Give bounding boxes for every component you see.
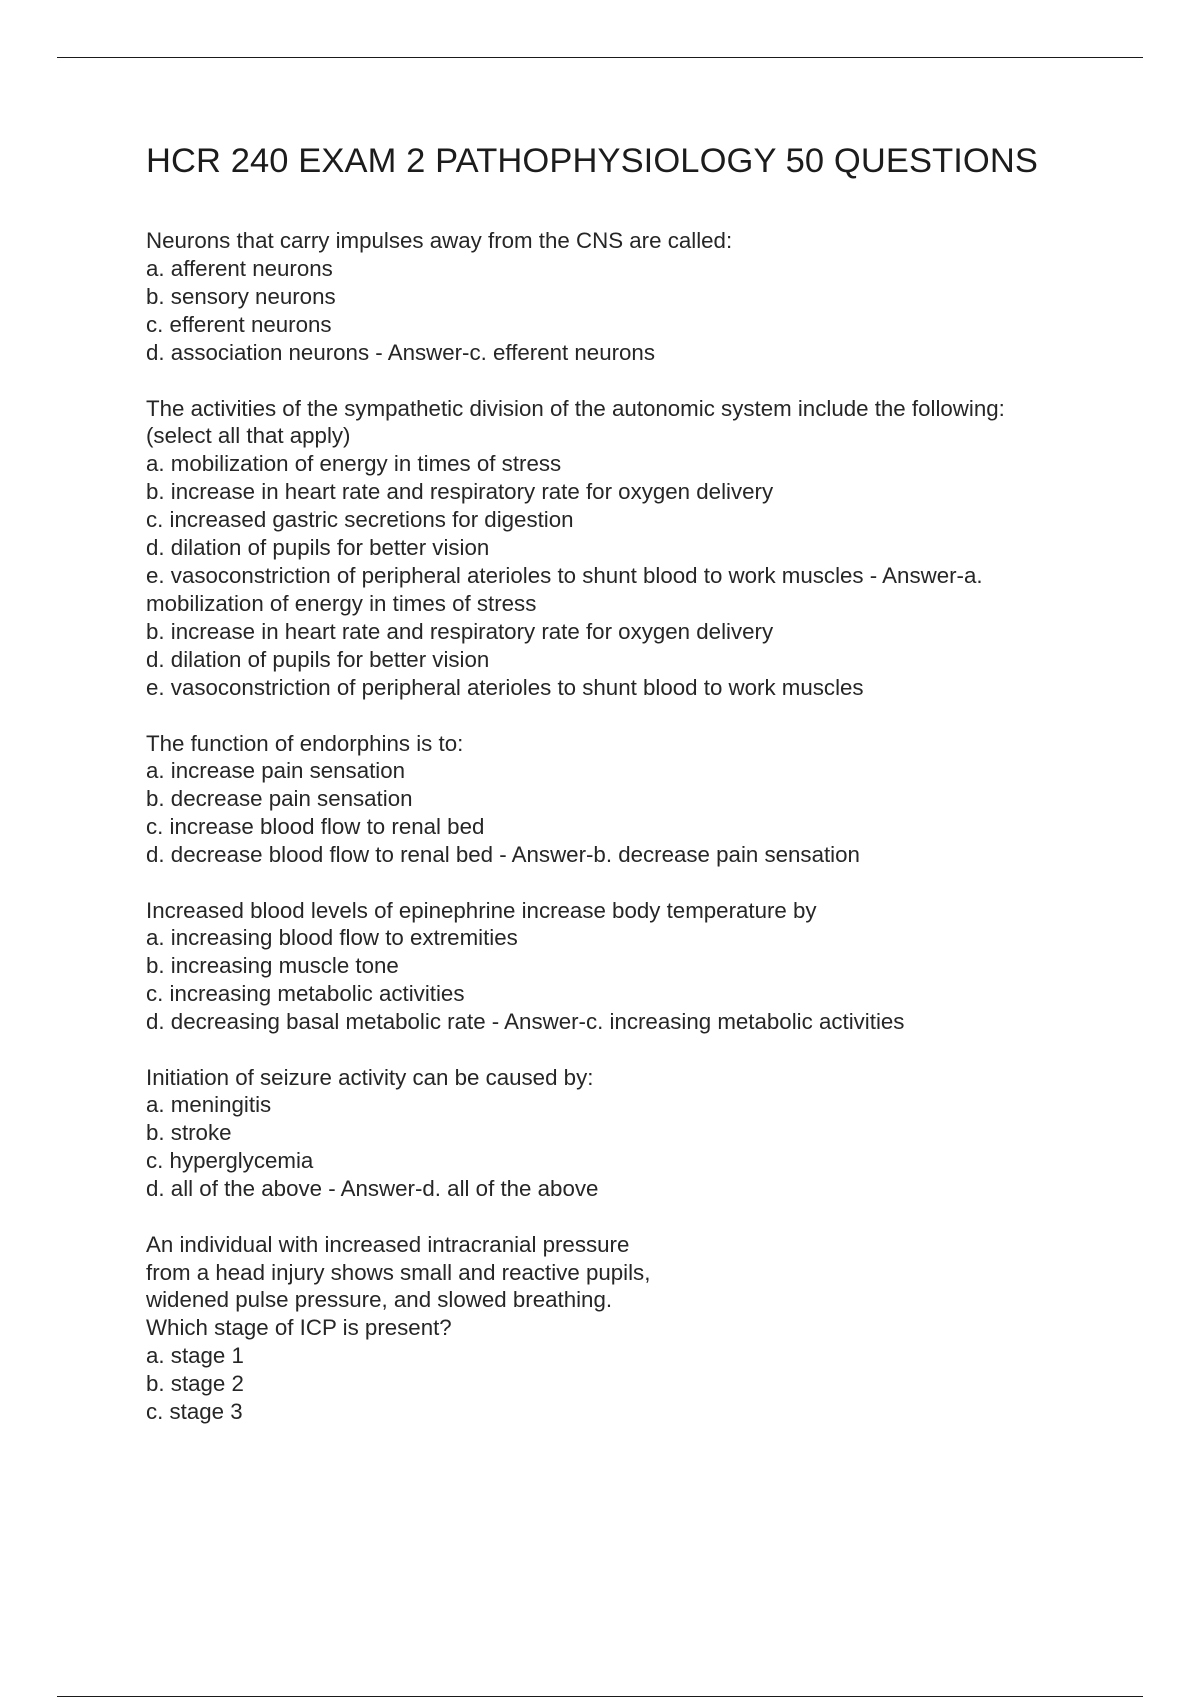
question-3-option-b: b. decrease pain sensation [146,786,413,812]
question-3 [146,730,1106,870]
question-4 [146,897,1106,1037]
question-2-answer-line: e. vasoconstriction of peripheral aterioles to shunt blood to work muscles [146,674,864,700]
question-spacer [146,702,1106,730]
question-6-stem: widened pulse pressure, and slowed breathing. [146,1287,613,1313]
question-6-stem: from a head injury shows small and reactive pupils, [146,1259,651,1285]
question-1-option-c: c. efferent neurons [146,311,332,337]
question-1-option-a: a. afferent neurons [146,255,333,281]
question-5-option-a: a. meningitis [146,1092,272,1118]
question-spacer [146,869,1106,897]
question-6 [146,1231,1106,1426]
question-1-option-b: b. sensory neurons [146,283,336,309]
question-5 [146,1064,1106,1204]
question-5-option-b: b. stroke [146,1120,232,1146]
question-spacer [146,1203,1106,1231]
question-2-option-d: d. dilation of pupils for better vision [146,535,490,561]
question-6-option-c: c. stage 3 [146,1399,243,1425]
question-6-stem: An individual with increased intracranial pressure [146,1231,630,1257]
question-2-option-c: c. increased gastric secretions for digestion [146,507,574,533]
question-4-stem: Increased blood levels of epinephrine increase body temperature by [146,897,817,923]
question-2-stem: The activities of the sympathetic division of the autonomic system include the following: [146,395,1005,421]
question-6-option-a: a. stage 1 [146,1343,244,1369]
question-5-stem: Initiation of seizure activity can be caused by: [146,1064,594,1090]
footer-rule [57,1696,1143,1697]
question-2-option-e-answer: e. vasoconstriction of peripheral aterioles to shunt blood to work muscles - Answer-a. [146,562,983,588]
question-1-stem: Neurons that carry impulses away from the CNS are called: [146,228,733,253]
question-6-stem: Which stage of ICP is present? [146,1315,452,1341]
question-2-answer-line: d. dilation of pupils for better vision [146,646,490,672]
question-3-option-a: a. increase pain sensation [146,758,406,784]
question-1-option-d-answer: d. association neurons - Answer-c. efferent neurons [146,339,655,365]
question-2-answer-line: mobilization of energy in times of stress [146,590,537,616]
question-5-option-d-answer: d. all of the above - Answer-d. all of the above [146,1176,599,1202]
question-3-stem: The function of endorphins is to: [146,730,464,756]
question-6-option-b: b. stage 2 [146,1371,244,1397]
question-2-stem-note: (select all that apply) [146,423,351,449]
question-1 [146,227,1106,367]
question-4-option-d-answer: d. decreasing basal metabolic rate - Answer-c. increasing metabolic activities [146,1009,905,1035]
question-4-option-c: c. increasing metabolic activities [146,981,465,1007]
question-2-answer-line: b. increase in heart rate and respiratory rate for oxygen delivery [146,618,774,644]
question-2 [146,395,1106,702]
document-title: HCR 240 EXAM 2 PATHOPHYSIOLOGY 50 QUESTIONS [146,142,1038,180]
question-2-option-b: b. increase in heart rate and respiratory rate for oxygen delivery [146,479,774,505]
question-2-option-a: a. mobilization of energy in times of stress [146,451,562,477]
question-3-option-c: c. increase blood flow to renal bed [146,814,485,840]
question-5-option-c: c. hyperglycemia [146,1148,314,1174]
question-4-option-b: b. increasing muscle tone [146,953,399,979]
question-spacer [146,367,1106,395]
question-3-option-d-answer: d. decrease blood flow to renal bed - Answer-b. decrease pain sensation [146,842,860,868]
question-4-option-a: a. increasing blood flow to extremities [146,925,518,951]
question-list [146,227,1106,1426]
question-spacer [146,1036,1106,1064]
header-rule [57,57,1143,58]
